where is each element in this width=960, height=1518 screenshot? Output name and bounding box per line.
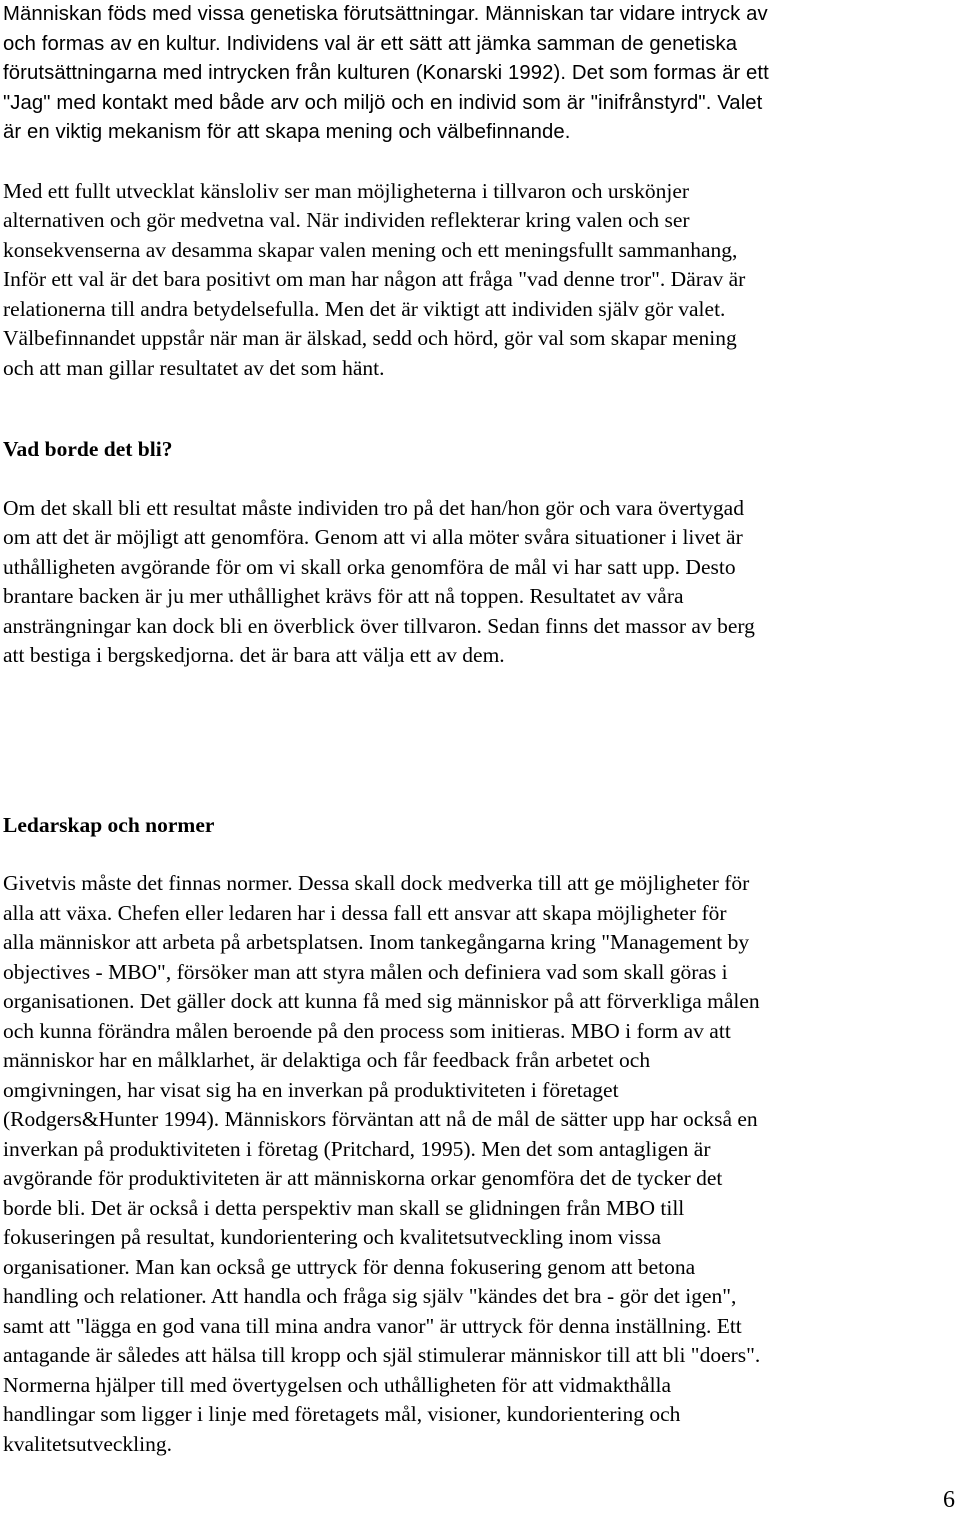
section-heading: Ledarskap och normer [3, 812, 215, 837]
body-paragraph: Givetvis måste det finnas normer. Dessa skall dock medverka till att ge möjligheter för alla att växa. Chefen eller ledaren har i dessa fall ett ansvar att skapa möjligheter för alla människor att arbeta på arbetsplatsen. Inom tankegångarna kring "Management by objectives - MBO", försöker man att styra målen och definiera vad som skall göras i organisationen. Det gäller dock att kunna få med sig människor på att förverkliga målen och kunna förändra målen beroende på den process som initieras. MBO i form av att människor har en målklarhet, är delaktiga och får feedback från arbetet och omgivningen, har visat sig ha en inverkan på produktiviteten i företaget (Rodgers&Hunter 1994). Människors förväntan att nå de mål de sätter upp har också en inverkan på produktiviteten i företag (Pritchard, 1995). Men det som antagligen är avgörande för produktiviteten är att människorna orkar genomföra det de tycker det borde bli. Det är också i detta perspektiv man skall se glidningen från MBO till fokuseringen på resultat, kundorientering och kvalitetsutveckling inom vissa organisationer. Man kan också ge uttryck för denna fokusering genom att betona handling och relationer. Att handla och fråga sig själv "kändes det bra - gör det igen", samt att "lägga en god vana till mina andra vanor" är uttryck för denna inställning. Ett antagande är således att hälsa till kropp och själ stimulerar människor till att bli "doers". Normerna hjälper till med övertygelsen och uthålligheten för att vidmakthålla handlingar som ligger i linje med företagets mål, visioner, kundorientering och kvalitetsutveckling. [3, 871, 761, 1456]
page-number: 6 [943, 1487, 955, 1513]
document-page [3, 0, 938, 1459]
body-paragraph: Med ett fullt utvecklat känsloliv ser man möjligheterna i tillvaron och urskönjer alternativen och gör medvetna val. När individen reflekterar kring valen och ser konsekvenserna av desamma skapar valen mening och ett meningsfullt sammanhang, Inför ett val är det bara positivt om man har någon att fråga "vad denne tror". Därav är relationerna till andra betydelsefulla. Men det är viktigt att individen själv gör valet. Välbefinnandet uppstår när man är älskad, sedd och hörd, gör val som skapar mening och att man gillar resultatet av det som hänt. [3, 178, 746, 380]
section-heading: Vad borde det bli? [3, 437, 173, 461]
body-paragraph: Människan föds med vissa genetiska förutsättningar. Människan tar vidare intryck av och formas av en kultur. Individens val är ett sätt att jämka samman de genetiska förutsättningarna med intrycken från kulturen (Konarski 1992). Det som formas är ett "Jag" med kontakt med både arv och miljö och en individ som är "inifrånstyrd". Valet är en viktig mekanism för att skapa mening och välbefinnande. [3, 3, 769, 143]
body-paragraph: Om det skall bli ett resultat måste individen tro på det han/hon gör och vara övertygad om att det är möjligt att genomföra. Genom att vi alla möter svåra situationer i livet är uthålligheten avgörande för om vi skall orka genomföra de mål vi har satt upp. Desto brantare backen är ju mer uthållighet krävs för att nå toppen. Resultatet av våra ansträngningar kan dock bli en överblick över tillvaron. Sedan finns det massor av berg att bestiga i bergskedjorna. det är bara att välja ett av dem. [3, 495, 755, 667]
